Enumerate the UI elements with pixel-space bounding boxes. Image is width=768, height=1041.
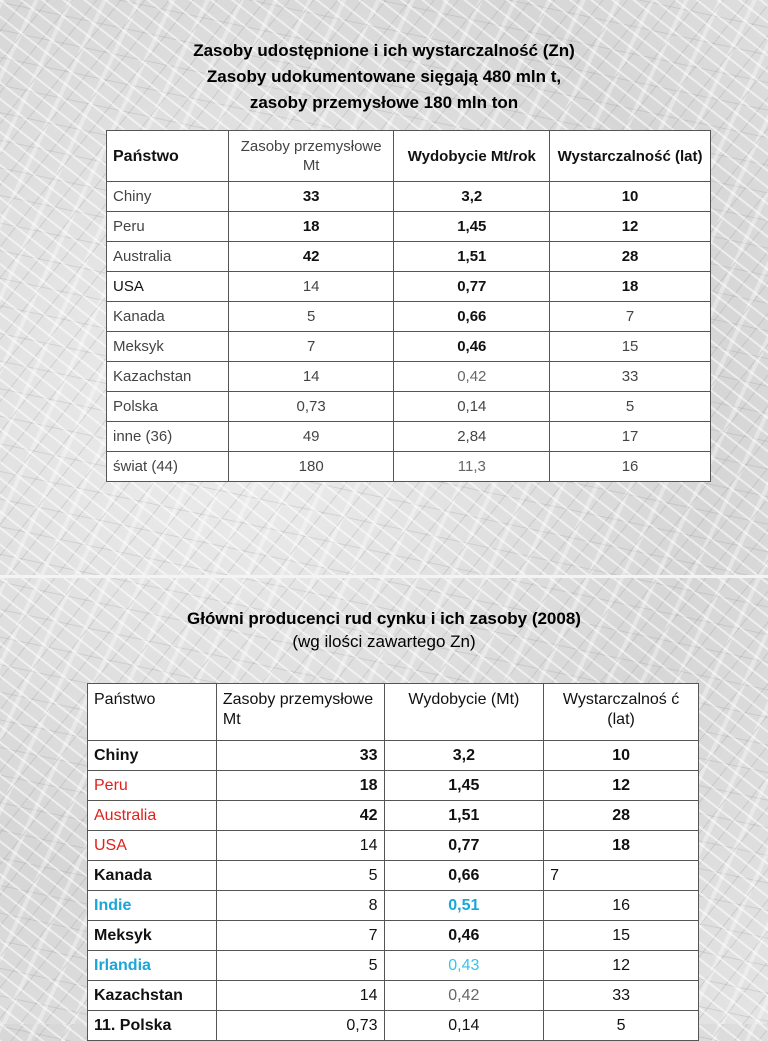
cell-country: świat (44)	[107, 452, 229, 482]
cell-sufficiency: 15	[550, 332, 711, 362]
cell-reserves: 18	[228, 212, 394, 242]
table1-body	[107, 182, 711, 482]
slide1-title-line-1: Zasoby udostępnione i ich wystarczalność (Zn)	[193, 41, 575, 60]
cell-production: 0,66	[384, 861, 544, 891]
cell-sufficiency: 10	[550, 182, 711, 212]
cell-production: 2,84	[394, 422, 550, 452]
slide-glowni-producenci	[0, 578, 768, 1034]
cell-sufficiency: 12	[544, 951, 699, 981]
cell-sufficiency: 5	[550, 392, 711, 422]
cell-country: Kazachstan	[107, 362, 229, 392]
cell-reserves: 5	[228, 302, 394, 332]
table-row	[88, 1011, 699, 1041]
cell-reserves: 14	[228, 362, 394, 392]
table-row	[88, 861, 699, 891]
header-panstwo: Państwo	[88, 684, 217, 741]
table-row	[88, 891, 699, 921]
cell-country: Meksyk	[88, 921, 217, 951]
cell-sufficiency: 12	[544, 771, 699, 801]
cell-sufficiency: 5	[544, 1011, 699, 1041]
cell-sufficiency: 33	[550, 362, 711, 392]
cell-country: Polska	[107, 392, 229, 422]
header-panstwo: Państwo	[107, 131, 229, 182]
slide2-subtitle: (wg ilości zawartego Zn)	[292, 632, 476, 651]
cell-reserves: 14	[216, 831, 384, 861]
cell-reserves: 7	[216, 921, 384, 951]
cell-production: 0,46	[394, 332, 550, 362]
cell-sufficiency: 28	[544, 801, 699, 831]
cell-country: Peru	[107, 212, 229, 242]
table-row	[107, 452, 711, 482]
table-row	[107, 242, 711, 272]
cell-sufficiency: 7	[544, 861, 699, 891]
header-wystarczalnosc: Wystarczalnoś ć (lat)	[544, 684, 699, 741]
cell-production: 0,42	[384, 981, 544, 1011]
cell-production: 3,2	[394, 182, 550, 212]
cell-production: 1,45	[384, 771, 544, 801]
cell-production: 1,45	[394, 212, 550, 242]
cell-sufficiency: 28	[550, 242, 711, 272]
slide1-title-line-3: zasoby przemysłowe 180 mln ton	[249, 93, 519, 112]
cell-production: 0,14	[394, 392, 550, 422]
reserves-table-1	[106, 130, 711, 482]
cell-country: Australia	[88, 801, 217, 831]
cell-country: Indie	[88, 891, 217, 921]
header-wydobycie: Wydobycie Mt/rok	[394, 131, 550, 182]
table-row	[88, 741, 699, 771]
cell-country: Meksyk	[107, 332, 229, 362]
cell-sufficiency: 17	[550, 422, 711, 452]
cell-country: Australia	[107, 242, 229, 272]
cell-reserves: 42	[228, 242, 394, 272]
cell-sufficiency: 33	[544, 981, 699, 1011]
cell-sufficiency: 16	[544, 891, 699, 921]
header-zasoby: Zasoby przemysłowe Mt	[216, 684, 384, 741]
cell-production: 0,46	[384, 921, 544, 951]
cell-reserves: 49	[228, 422, 394, 452]
cell-reserves: 7	[228, 332, 394, 362]
cell-sufficiency: 16	[550, 452, 711, 482]
slide1-title-line-2: Zasoby udokumentowane sięgają 480 mln t,	[206, 67, 562, 86]
table-row	[107, 362, 711, 392]
table-row	[88, 801, 699, 831]
cell-sufficiency: 7	[550, 302, 711, 332]
cell-country: Kazachstan	[88, 981, 217, 1011]
cell-reserves: 42	[216, 801, 384, 831]
table-row	[88, 981, 699, 1011]
cell-reserves: 14	[228, 272, 394, 302]
table-row	[107, 422, 711, 452]
cell-production: 0,66	[394, 302, 550, 332]
cell-reserves: 33	[228, 182, 394, 212]
cell-production: 1,51	[394, 242, 550, 272]
cell-production: 0,51	[384, 891, 544, 921]
cell-reserves: 33	[216, 741, 384, 771]
slide2-title: Główni producenci rud cynku i ich zasoby (2008)	[187, 609, 581, 628]
cell-production: 0,42	[394, 362, 550, 392]
table-row	[107, 392, 711, 422]
cell-sufficiency: 18	[550, 272, 711, 302]
cell-production: 0,77	[394, 272, 550, 302]
table-header-row	[88, 684, 699, 741]
header-wystarczalnosc: Wystarczalność (lat)	[550, 131, 711, 182]
table-row	[88, 951, 699, 981]
cell-country: Chiny	[88, 741, 217, 771]
cell-production: 0,77	[384, 831, 544, 861]
table-row	[107, 272, 711, 302]
cell-reserves: 5	[216, 861, 384, 891]
cell-country: inne (36)	[107, 422, 229, 452]
cell-reserves: 0,73	[216, 1011, 384, 1041]
cell-reserves: 0,73	[228, 392, 394, 422]
cell-country: USA	[107, 272, 229, 302]
slide1-title	[0, 38, 768, 116]
producers-table-2	[87, 683, 699, 1041]
cell-production: 11,3	[394, 452, 550, 482]
cell-sufficiency: 18	[544, 831, 699, 861]
table-row	[107, 182, 711, 212]
cell-reserves: 180	[228, 452, 394, 482]
table-row	[88, 831, 699, 861]
header-zasoby: Zasoby przemysłowe Mt	[228, 131, 394, 182]
cell-country: Peru	[88, 771, 217, 801]
cell-production: 1,51	[384, 801, 544, 831]
cell-country: USA	[88, 831, 217, 861]
cell-sufficiency: 12	[550, 212, 711, 242]
cell-country: Kanada	[88, 861, 217, 891]
cell-sufficiency: 10	[544, 741, 699, 771]
cell-reserves: 14	[216, 981, 384, 1011]
table2-body	[88, 741, 699, 1041]
cell-reserves: 8	[216, 891, 384, 921]
cell-sufficiency: 15	[544, 921, 699, 951]
cell-country: 11. Polska	[88, 1011, 217, 1041]
table-row	[107, 212, 711, 242]
cell-production: 0,14	[384, 1011, 544, 1041]
cell-production: 0,43	[384, 951, 544, 981]
cell-country: Chiny	[107, 182, 229, 212]
table-row	[107, 302, 711, 332]
header-wydobycie: Wydobycie (Mt)	[384, 684, 544, 741]
cell-country: Kanada	[107, 302, 229, 332]
cell-country: Irlandia	[88, 951, 217, 981]
cell-production: 3,2	[384, 741, 544, 771]
cell-reserves: 5	[216, 951, 384, 981]
table-row	[88, 771, 699, 801]
table-row	[107, 332, 711, 362]
table-header-row	[107, 131, 711, 182]
cell-reserves: 18	[216, 771, 384, 801]
table-row	[88, 921, 699, 951]
